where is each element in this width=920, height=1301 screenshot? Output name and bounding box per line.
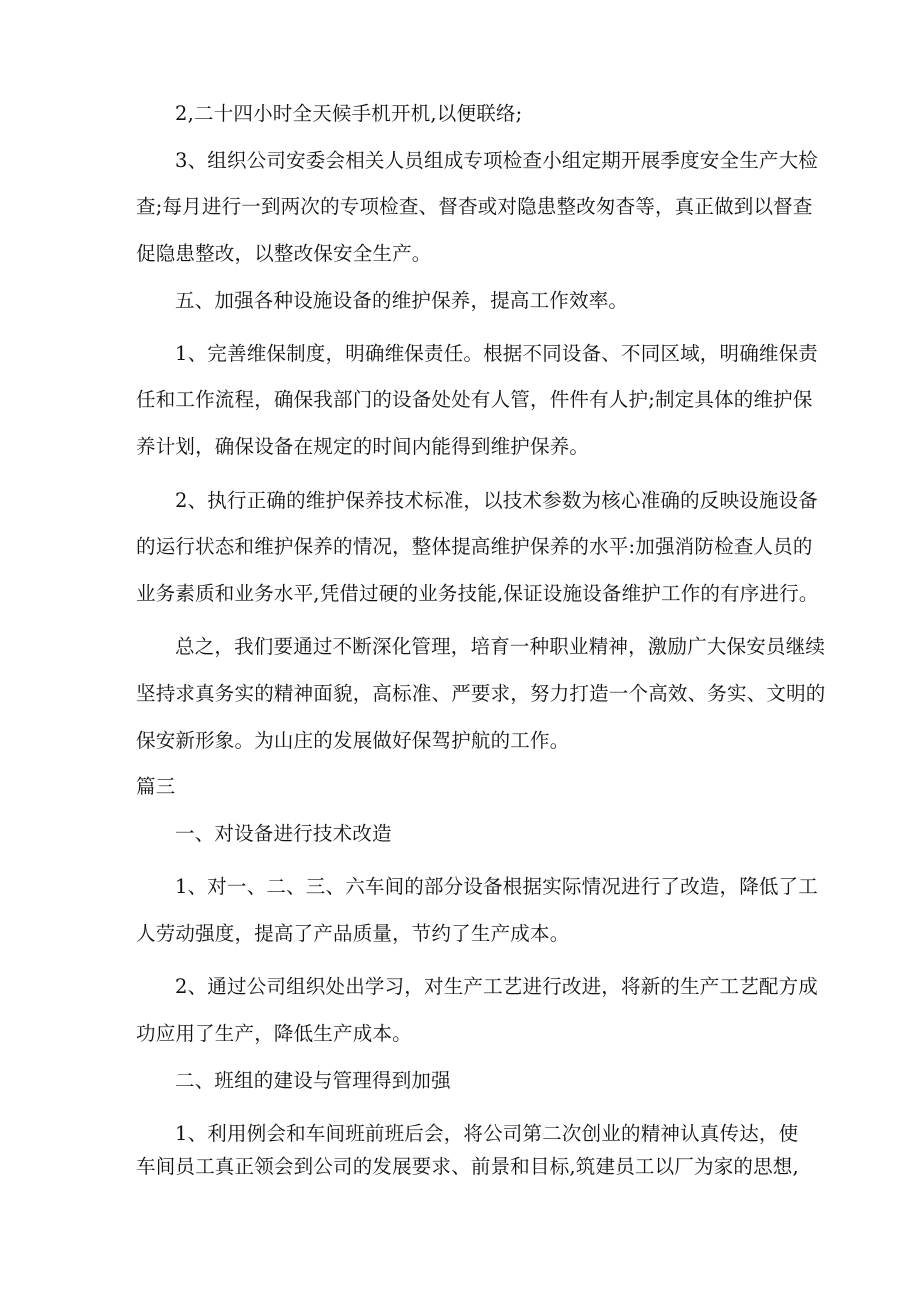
section-heading: 一、对设备进行技术改造 (175, 822, 392, 845)
text-line: 车间员工真正领会到公司的发展要求、前景和目标,筑建员工以厂为家的思想, (136, 1155, 799, 1178)
text-line: 2、执行正确的维护保养技术标准，以技术参数为核心准确的反映设施设备 (175, 489, 819, 512)
section-heading: 二、班组的建设与管理得到加强 (175, 1069, 451, 1092)
text-line: 3、组织公司安委会相关人员组成专项检查小组定期开展季度安全生产大检 (175, 149, 819, 172)
text-line: 查;每月进行一到两次的专项检查、督杳或对隐患整改匆杳等，真正做到以督查 (136, 195, 813, 218)
text-line: 的运行状态和维护保养的情况，整体提高维护保养的水平:加强消防检查人员的 (136, 535, 813, 558)
text-line: 总之，我们要通过不断深化管理，培育一种职业精神，激励广大保安员继续 (175, 635, 826, 658)
text-line: 1、对一、二、三、六车间的部分设备根据实际情况进行了改造，降低了工 (175, 875, 819, 898)
text-line: 任和工作流程，确保我部门的设备处处有人管，件件有人护;制定具体的维护保 (136, 388, 813, 411)
chapter-heading: 篇三 (136, 775, 176, 798)
text-line: 坚持求真务实的精神面貌，高标准、严要求，努力打造一个高效、务实、文明的 (136, 682, 826, 705)
text-line: 2、通过公司组织处出学习，对生产工艺进行改进，将新的生产工艺配方成 (175, 975, 819, 998)
text-line: 1、完善维保制度，明确维保责任。根据不同设备、不同区域，明确维保责 (175, 342, 819, 365)
text-line: 1、利用例会和车间班前班后会，将公司第二次创业的精神认真传达，使 (175, 1122, 799, 1145)
text-line: 业务素质和业务水平,凭借过硬的业务技能,保证设施设备维护工作的有序进行。 (136, 582, 819, 605)
text-line: 人劳动强度，提高了产品质量，节约了生产成本。 (136, 922, 570, 945)
text-line: 养计划，确保设备在规定的时间内能得到维护保养。 (136, 435, 590, 458)
text-line: 保安新形象。为山庄的发展做好保驾护航的工作。 (136, 729, 570, 752)
text-line: 2,二十四小时全天候手机开机,以便联络; (175, 102, 523, 125)
text-line: 功应用了生产，降低生产成本。 (136, 1022, 412, 1045)
text-line: 促隐患整改，以整改保安全生产。 (136, 242, 432, 265)
section-heading: 五、加强各种设施设备的维护保养，提高工作效率。 (175, 289, 629, 312)
